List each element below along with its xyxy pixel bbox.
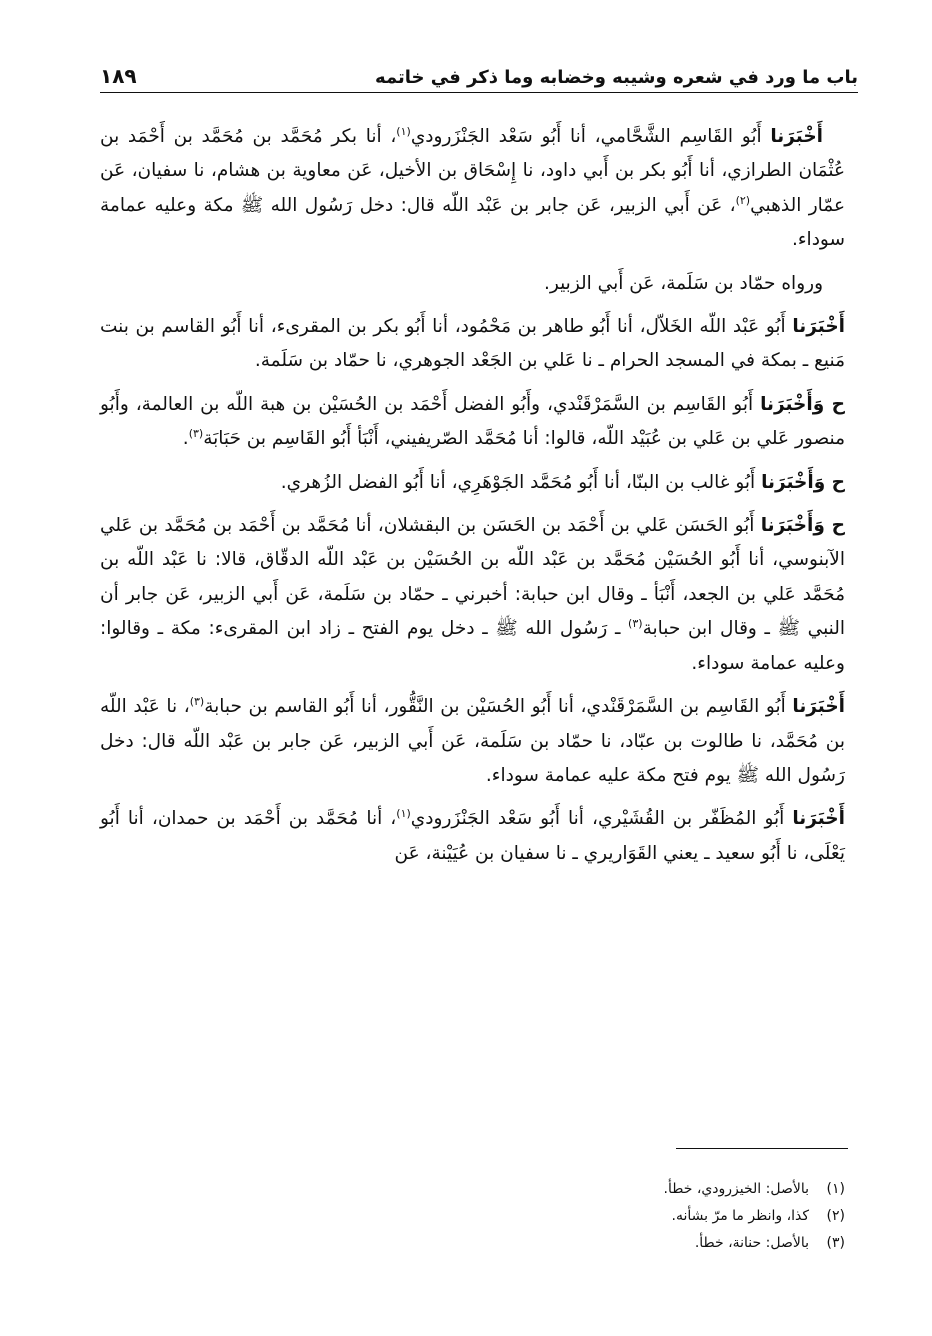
footnote-ref: (٢) — [735, 193, 751, 207]
footnote-text: كذا، وانظر ما مرّ بشأنه. — [671, 1208, 809, 1224]
paragraph-text: ورواه حمّاد بن سَلَمة، عَن أَبي الزبير. — [544, 272, 823, 294]
paragraph-lead: أَخْبَرَنا — [770, 126, 823, 147]
paragraph — [100, 509, 845, 681]
paragraph-text-cont: ، نا عَبْد اللّه بن مُحَمَّد، نا طالوت بن عبّاد، نا حمّاد بن سَلَمة، عَن أَبي الزبير، عَن جابر بن عَبْد اللّه قال: دخل رَسُول الله ﷺ يوم فتح مكة عليه عمامة سوداء. — [100, 696, 845, 786]
page-body — [100, 120, 845, 880]
footnote — [100, 1203, 845, 1230]
footnote-ref: (٣) — [628, 617, 643, 631]
paragraph — [100, 802, 845, 871]
paragraph-lead: ح وَأَخْبَرَنا — [760, 393, 845, 415]
paragraph — [100, 466, 845, 500]
page-number: ١٨٩ — [100, 64, 137, 88]
running-head: باب ما ورد في شعره وشيبه وخضابه وما ذكر في خاتمه — [375, 67, 858, 88]
footnote-text: بالأصل: الخيزرودي، خطأ. — [663, 1181, 809, 1197]
footnote-number: (٣) — [826, 1235, 845, 1251]
footnote-ref: (٣) — [188, 427, 204, 441]
paragraph-text-cont: ، أنا بكر مُحَمَّد بن مُحَمَّد بن أَحْمَد بن عُثْمَان الطرازي، أنا أَبُو بكر بن أَبي داود، نا إِسْحَاق بن الأخيل، عَن معاوية بن هشام، نا سفيان، عَن عمّار الذهبي — [100, 126, 845, 216]
paragraph-text-cont: ، أنا مُحَمَّد بن أَحْمَد بن حمدان، أنا أَبُو يَعْلَى، نا أَبُو سعيد ـ يعني القَوَاريري ـ نا سفيان بن عُيَيْنة، عَن — [100, 808, 845, 864]
footnotes — [100, 1176, 845, 1257]
footnote-number: (٢) — [826, 1208, 845, 1224]
paragraph — [100, 267, 845, 301]
footnote — [100, 1230, 845, 1257]
paragraph-lead: أَخْبَرَنا — [792, 316, 845, 338]
paragraph-text: أَبُو القَاسِم بن السَّمَرْقَنْدي، أنا أَبُو الحُسَيْن بن النَّقُّور، أنا أَبُو القاسم بن حبابة — [204, 696, 786, 718]
footnote-ref: (٣) — [189, 694, 205, 708]
page-header — [100, 56, 858, 93]
paragraph-text: أَبُو القَاسِم بن السَّمَرْقَنْدي، وأَبُو الفضل أَحْمَد بن الحُسَيْن بن هبة اللّه بن العالمة، وأَبُو منصور عَلي بن عَلي بن عُبَيْد اللّه، قالوا: أنا مُحَمَّد الصّريفيني، أَنْبَأ أَبُو القَاسِم بن حَبَابَة — [100, 393, 845, 450]
paragraph — [100, 310, 845, 379]
paragraph-lead: ح وَأَخْبَرَنا — [760, 515, 845, 537]
footnote-separator — [676, 1148, 848, 1149]
paragraph-text: أَبُو الحَسَن عَلي بن أَحْمَد بن الحَسَن بن البقشلان، أنا مُحَمَّد بن أَحْمَد بن مُحَمَّد بن عَلي الآبنوسي، أنا أَبُو الحُسَيْن مُحَمَّد بن عَبْد اللّه بن الحُسَيْن بن عَبْد اللّه الدقّاق، قالا: نا عَبْد اللّه بن مُحَمَّد عَلي بن الجعد، أَنْبَأ ـ وقال ابن حبابة: أخبرني ـ حمّاد بن سَلَمة، عَن أَبي الزبير، عَن جابر أن النبي ﷺ ـ وقال ابن حبابة — [100, 515, 846, 640]
paragraph-text: أَبُو القَاسِم الشَّحَّامي، أنا أَبُو سَعْد الجَنْزَرودي — [410, 126, 762, 147]
paragraph-text-cont: ، عَن أَبي الزبير، عَن جابر بن عَبْد اللّه قال: دخل رَسُول الله ﷺ مكة وعليه عمامة سوداء. — [100, 194, 845, 251]
paragraph-text: أَبُو غالب بن البنّا، أنا أَبُو مُحَمَّد الجَوْهَرِي، أنا أَبُو الفضل الزُهري. — [280, 471, 756, 493]
footnote — [100, 1176, 845, 1203]
paragraph-text-cont: . — [182, 428, 189, 450]
paragraph-lead: أَخْبَرَنا — [792, 808, 845, 830]
paragraph — [100, 388, 845, 457]
paragraph-text: أَبُو عَبْد اللّه الخَلاّل، أنا أَبُو طاهر بن مَحْمُود، أنا أَبُو بكر بن المقرىء، أنا أَبُو القاسم بن بنت مَنيع ـ بمكة في المسجد الحرام ـ نا عَلي بن الجَعْد الجوهري، نا حمّاد بن سَلَمة. — [100, 316, 845, 372]
footnote-text: بالأصل: حنانة، خطأ. — [694, 1235, 809, 1251]
paragraph — [100, 690, 845, 793]
paragraph-text: أَبُو المُظَفّر بن القُشَيْري، أنا أَبُو سَعْد الجَنْزَرودي — [410, 808, 785, 830]
paragraph-lead: أَخْبَرَنا — [792, 696, 846, 718]
paragraph-lead: ح وَأَخْبَرَنا — [761, 471, 845, 493]
footnote-ref: (١) — [396, 807, 411, 821]
footnote-ref: (١) — [396, 124, 411, 138]
footnote-number: (١) — [826, 1181, 845, 1197]
paragraph-text-cont: ـ رَسُول الله ﷺ ـ دخل يوم الفتح ـ زاد ابن المقرىء: مكة ـ وقالوا: وعليه عمامة سوداء. — [100, 618, 845, 674]
paragraph — [100, 120, 845, 258]
